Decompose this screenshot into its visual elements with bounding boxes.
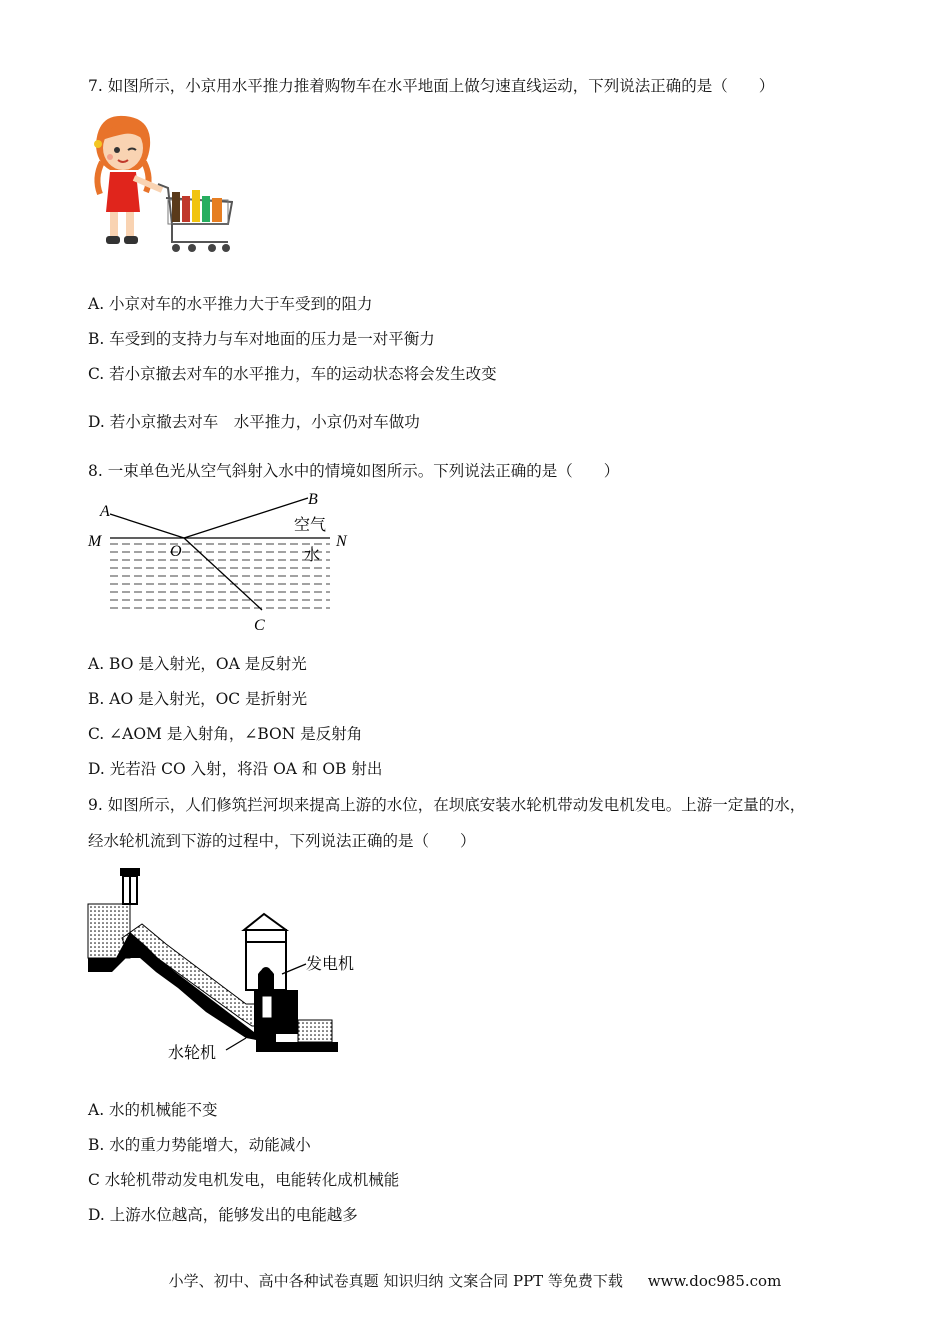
ray-oc: [184, 538, 262, 610]
label-m: M: [88, 533, 102, 550]
label-air: 空气: [294, 515, 327, 534]
page-footer: [0, 1270, 950, 1291]
q8-option-c: C. ∠AOM 是入射角，∠BON 是反射角: [88, 725, 363, 743]
footer-text: 小学、初中、高中各种试卷真题 知识归纳 文案合同 PPT 等免费下载: [168, 1272, 623, 1290]
q8-option-a: A. BO 是入射光，OA 是反射光: [88, 655, 307, 673]
q7-stem: 7. 如图所示，小京用水平推力推着购物车在水平地面上做匀速直线运动，下列说法正确的是（ ）: [88, 77, 775, 95]
label-b: B: [308, 491, 318, 508]
label-n: N: [336, 533, 347, 550]
q8-stem: 8. 一束单色光从空气斜射入水中的情境如图所示。下列说法正确的是（ ）: [88, 462, 620, 480]
footer-url[interactable]: www.doc985.com: [647, 1272, 782, 1290]
q9-stem-line2: 经水轮机流到下游的过程中，下列说法正确的是（ ）: [88, 832, 476, 850]
q9-option-c: C 水轮机带动发电机发电，电能转化成机械能: [88, 1171, 400, 1189]
label-generator: 发电机: [306, 954, 355, 973]
q7-option-c: C. 若小京撤去对车的水平推力，车的运动状态将会发生改变: [88, 365, 497, 383]
dam-turbine-diagram: [86, 862, 366, 1072]
q8-option-d: D. 光若沿 CO 入射，将沿 OA 和 OB 射出: [88, 760, 383, 778]
q7-option-d: D. 若小京撤去对车 水平推力，小京仍对车做功: [88, 413, 420, 431]
ray-ao: [110, 514, 184, 538]
q7-option-a: A. 小京对车的水平推力大于车受到的阻力: [88, 295, 373, 313]
label-a: A: [100, 503, 110, 520]
refraction-diagram: [86, 488, 356, 636]
shopping-cart-girl-figure: [88, 112, 233, 257]
label-o: O: [170, 543, 182, 560]
q8-option-b: B. AO 是入射光，OC 是折射光: [88, 690, 308, 708]
label-turbine: 水轮机: [168, 1043, 217, 1062]
q7-option-b: B. 车受到的支持力与车对地面的压力是一对平衡力: [88, 330, 435, 348]
label-water: 水: [304, 545, 321, 564]
q9-option-d: D. 上游水位越高，能够发出的电能越多: [88, 1206, 358, 1224]
q9-stem-line1: 9. 如图所示，人们修筑拦河坝来提高上游的水位，在坝底安装水轮机带动发电机发电。上游一定量的水，: [88, 796, 806, 814]
ray-ob: [184, 498, 308, 538]
label-c: C: [254, 617, 265, 634]
q9-option-b: B. 水的重力势能增大，动能减小: [88, 1136, 311, 1154]
q9-option-a: A. 水的机械能不变: [88, 1101, 218, 1119]
